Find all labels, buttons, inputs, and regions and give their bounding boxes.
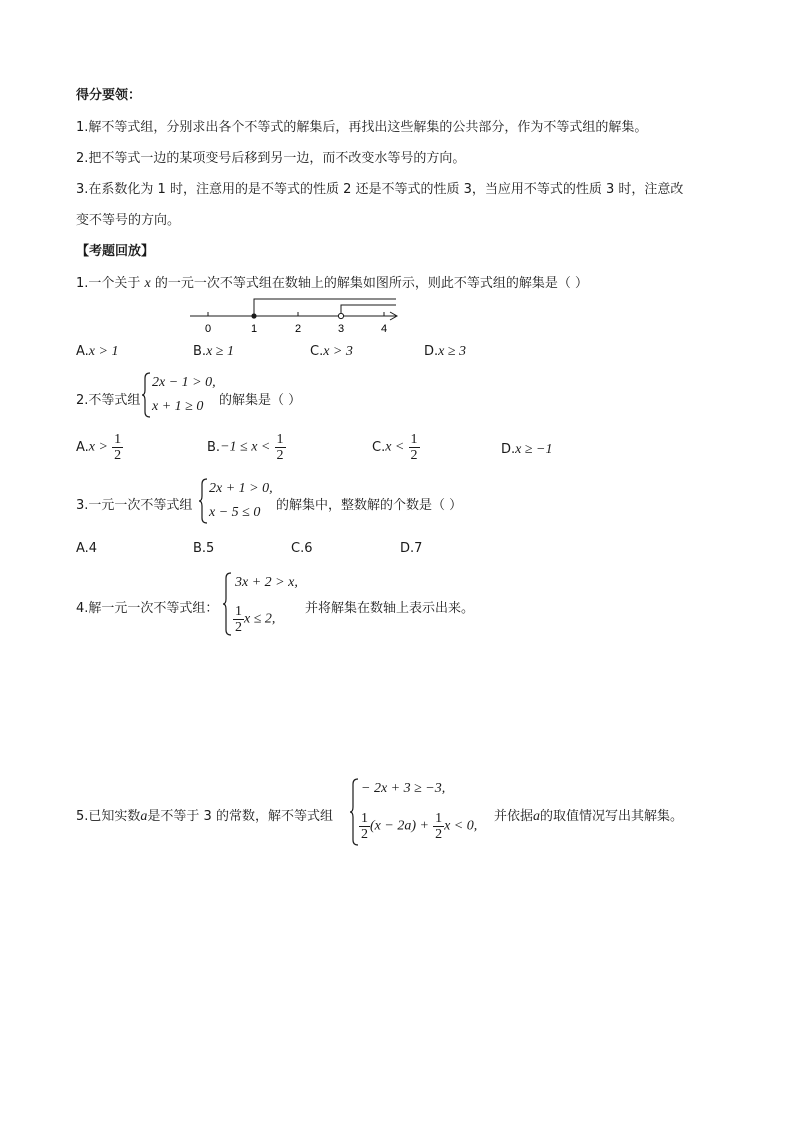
q5-stem-pre-group xyxy=(76,805,333,825)
filled-point xyxy=(251,313,256,318)
q4-line2-tail: x ≤ 2, xyxy=(244,611,276,627)
key-point-2: 2.把不等式一边的某项变号后移到另一边，而不改变水等号的方向。 xyxy=(76,151,466,166)
q5-stem-post1: 并依据 xyxy=(494,809,534,824)
q2-system-line-2: x + 1 ≥ 0 xyxy=(152,399,204,414)
q1-stem-post: 的一元一次不等式组在数轴上的解集如图所示，则此不等式组的解集是（ ） xyxy=(154,276,589,291)
option-label: C. xyxy=(372,440,386,455)
q5-line2-part2: x < 0, xyxy=(444,818,478,834)
solution-ray-3 xyxy=(341,305,396,316)
tick-label-3: 3 xyxy=(337,323,345,335)
q1-stem xyxy=(76,272,588,292)
q2-system-line-1: 2x − 1 > 0, xyxy=(152,375,216,390)
open-point xyxy=(338,313,343,318)
key-point-3b: 变不等号的方向。 xyxy=(76,213,181,228)
option-label: A. xyxy=(76,440,89,455)
q3-option-c[interactable]: C.6 xyxy=(291,541,313,556)
fraction-one-half: $\frac{1}{2}$ xyxy=(410,432,418,463)
option-label: B. xyxy=(207,440,221,455)
fraction-one-half: $\frac{1}{2}$ xyxy=(361,811,368,842)
q2-option-a[interactable] xyxy=(76,432,123,463)
q3-system-line-1: 2x + 1 > 0, xyxy=(209,481,273,496)
key-point-1: 1.解不等式组，分别求出各个不等式的解集后，再找出这些解集的公共部分，作为不等式组的解集。 xyxy=(76,120,648,135)
option-expr: x ≥ −1 xyxy=(515,442,553,457)
q3-stem-post: 的解集中，整数解的个数是（ ） xyxy=(276,498,463,513)
q1-stem-pre: 1.一个关于 xyxy=(76,276,141,291)
option-label: A. xyxy=(76,344,89,359)
q4-system-line-2 xyxy=(233,604,275,635)
q2-option-b[interactable] xyxy=(207,432,286,463)
tick-label-2: 2 xyxy=(294,323,302,335)
q3-stem-pre: 3.一元一次不等式组 xyxy=(76,498,193,513)
q2-option-d[interactable] xyxy=(501,442,553,458)
q1-var: x xyxy=(144,276,151,291)
option-expr: x > xyxy=(88,439,108,455)
q5-system-line-2 xyxy=(359,811,477,842)
key-point-3a: 3.在系数化为 1 时，注意用的是不等式的性质 2 还是不等式的性质 3，当应用不等式的性质 3 时，注意改 xyxy=(76,182,684,197)
q2-option-c[interactable] xyxy=(372,432,420,463)
option-label: C. xyxy=(310,344,324,359)
q1-option-c[interactable] xyxy=(310,344,353,360)
option-expr: −1 ≤ x < xyxy=(220,439,271,455)
tick-label-0: 0 xyxy=(204,323,212,335)
fraction-one-half: $\frac{1}{2}$ xyxy=(435,811,443,842)
q5-system-line-1: − 2x + 3 ≥ −3, xyxy=(361,781,446,796)
q5-stem-post2: 的取值情况写出其解集。 xyxy=(540,809,684,824)
q5-line2-part1: (x − 2a) + xyxy=(370,818,429,834)
q5-var-a: a xyxy=(140,809,148,824)
q4-brace xyxy=(223,572,233,636)
q2-brace xyxy=(142,372,152,418)
option-expr: x ≥ 1 xyxy=(206,344,234,359)
option-label: D. xyxy=(501,442,516,457)
q3-system-line-2: x − 5 ≤ 0 xyxy=(209,505,261,520)
option-label: D. xyxy=(424,344,439,359)
q3-option-b[interactable]: B.5 xyxy=(193,541,215,556)
q5-stem-post-group xyxy=(494,805,683,825)
q1-option-d[interactable] xyxy=(424,344,466,360)
q1-option-b[interactable] xyxy=(193,344,234,360)
option-label: B. xyxy=(193,344,207,359)
q2-stem-pre: 2.不等式组 xyxy=(76,393,141,408)
fraction-one-half: $\frac{1}{2}$ xyxy=(276,432,284,463)
q1-option-a[interactable] xyxy=(76,344,118,360)
q3-option-a[interactable]: A.4 xyxy=(76,541,98,556)
option-expr: x ≥ 3 xyxy=(438,344,467,359)
solution-ray-1 xyxy=(254,299,396,316)
option-expr: x < xyxy=(385,439,405,455)
fraction-one-half: $\frac{1}{2}$ xyxy=(114,432,122,463)
key-points-heading: 得分要领： xyxy=(76,88,142,103)
tick-label-1: 1 xyxy=(250,323,258,335)
q4-stem-pre: 4.解一元一次不等式组： xyxy=(76,601,219,616)
q5-stem-pre: 5.已知实数 xyxy=(76,809,141,824)
tick-label-4: 4 xyxy=(380,323,388,335)
option-expr: x > 3 xyxy=(323,344,353,359)
q3-option-d[interactable]: D.7 xyxy=(400,541,423,556)
q5-var-a-2: a xyxy=(533,809,541,824)
section-title: 【考题回放】 xyxy=(76,244,155,259)
q4-stem-post: 并将解集在数轴上表示出来。 xyxy=(305,601,475,616)
fraction-one-half: $\frac{1}{2}$ xyxy=(235,604,242,635)
q3-brace xyxy=(199,478,209,524)
q2-stem-post: 的解集是（ ） xyxy=(219,393,302,408)
q4-system-line-1: 3x + 2 > x, xyxy=(235,575,298,590)
option-expr: x > 1 xyxy=(88,344,119,359)
q1-number-line xyxy=(186,296,402,336)
q5-stem-mid: 是不等于 3 的常数，解不等式组 xyxy=(147,809,333,824)
